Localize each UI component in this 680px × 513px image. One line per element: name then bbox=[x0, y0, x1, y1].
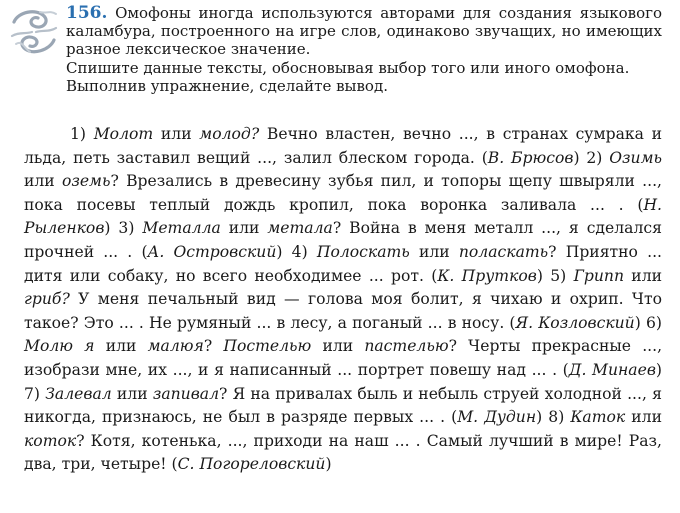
item-7: 7) Залевал или запивал? Я на привалах быль и небыль струей холодной ..., я никогда, признаюсь, не был в разряде первых ... . (М. Дудин) bbox=[24, 384, 662, 427]
item-6: 6) Молю я или малюя? Постелью или пастелью? Черты прекрасные ..., изобрази мне, их ..., и я написанный ... портрет повешу над ... . (Д. Минаев) bbox=[24, 313, 663, 379]
author: Д. Минаев bbox=[568, 360, 656, 379]
exercise-body bbox=[24, 123, 662, 477]
exercise-task-line-1: Спишите данные тексты, обосновывая выбор того или иного омофона. bbox=[66, 58, 630, 77]
author: М. Дудин bbox=[457, 408, 537, 427]
item-2: 2) Озимь или оземь? Врезались в древесину зубья пил, и топоры щепу швыряли ..., пока посевы теплый дождь кропил, пока воронка заливала ... . (Н. Рыленков) bbox=[24, 148, 662, 238]
exercise-header bbox=[66, 4, 662, 95]
author: А. Островский bbox=[147, 242, 277, 261]
exercise-number: 156. bbox=[66, 3, 108, 23]
exercise-task-line-2: Выполнив упражнение, сделайте вывод. bbox=[66, 76, 388, 95]
exercise-intro: Омофоны иногда используются авторами для создания языкового каламбура, построенного на игре слов, одинаково звучащих, но имеющих разное лексическое значение. bbox=[66, 4, 663, 59]
author: В. Брюсов bbox=[487, 148, 574, 167]
item-1: 1) Молот или молод? Вечно властен, вечно ..., в странах сумрака и льда, петь заставил вещий ..., залил блеском города. (В. Брюсов) bbox=[24, 125, 663, 167]
swirl-emblem-icon bbox=[6, 4, 62, 60]
item-5: 5) Грипп или гриб? У меня печальный вид — голова моя болит, я чихаю и охрип. Что такое? Это ... . Не румяный ... в лесу, а поганый ... в носу. (Я. Козловский) bbox=[24, 266, 662, 332]
item-4: 4) Полоскать или поласкать? Приятно ... дитя или собаку, но всего необходимее ... рот. (К. Прутков) bbox=[24, 242, 662, 285]
author: С. Погореловский bbox=[177, 455, 326, 474]
author: К. Прутков bbox=[437, 266, 537, 285]
item-8: 8) Каток или коток? Котя, котенька, ..., приходи на наш ... . Самый лучший в мире! Раз, два, три, четыре! (С. Погореловский) bbox=[24, 408, 662, 474]
exercise-text bbox=[24, 123, 662, 477]
item-3: 3) Металла или метала? Война в меня металл ..., я сделался прочней ... . (А. Островский) bbox=[24, 219, 662, 261]
author: Я. Козловский bbox=[515, 313, 635, 332]
author: Н. Рыленков bbox=[24, 195, 662, 238]
